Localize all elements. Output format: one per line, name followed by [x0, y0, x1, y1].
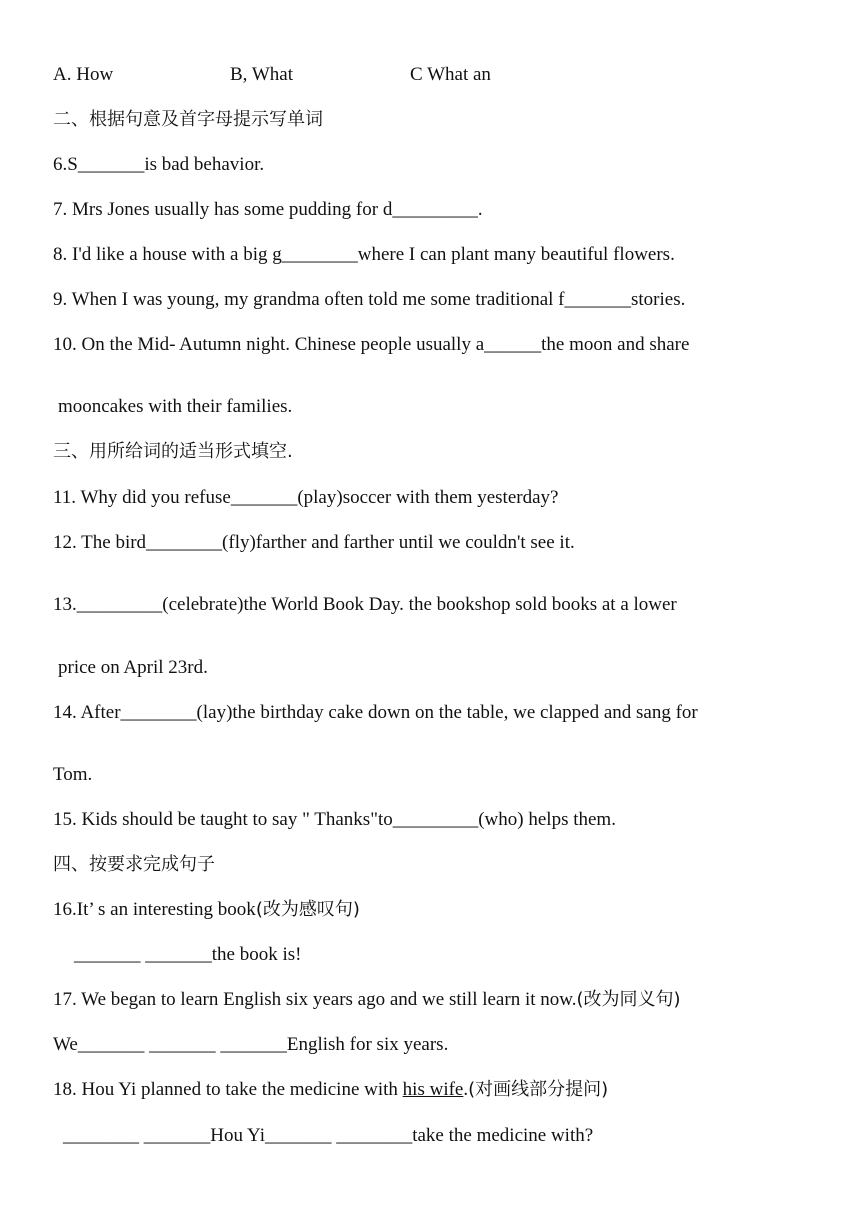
question-18-instruction: (对画线部分提问): [468, 1079, 609, 1100]
question-14-line-1: 14. After________(lay)the birthday cake down on the table, we clapped and sang for: [53, 702, 698, 723]
question-18-period: .: [463, 1079, 469, 1100]
question-17-instruction: (改为同义句): [576, 989, 681, 1010]
question-17-text: 17. We began to learn English six years ago and we still learn it now.: [53, 989, 577, 1010]
question-16-instruction: (改为感叹句): [255, 899, 360, 920]
question-12: 12. The bird________(fly)farther and farther until we couldn't see it.: [53, 532, 575, 553]
option-a: A. How: [53, 64, 114, 85]
section-4-title: 四、按要求完成句子: [53, 854, 215, 875]
option-c: C What an: [410, 64, 491, 85]
question-10-line-2: mooncakes with their families.: [58, 396, 293, 417]
question-18-prompt: [53, 1078, 608, 1102]
q5-options-row: [53, 63, 753, 87]
question-7: 7. Mrs Jones usually has some pudding for d_________.: [53, 199, 483, 220]
section-3-title: 三、用所给词的适当形式填空.: [53, 441, 293, 462]
question-15: 15. Kids should be taught to say " Thanks"to_________(who) helps them.: [53, 809, 616, 830]
question-18-underlined-phrase: his wife: [402, 1079, 464, 1100]
question-16-text: 16.It’ s an interesting book: [53, 899, 256, 920]
question-17-prompt: [53, 988, 681, 1012]
question-13-line-2: price on April 23rd.: [58, 657, 208, 678]
question-14-line-2: Tom.: [53, 764, 93, 785]
section-2-title: 二、根据句意及首字母提示写单词: [53, 109, 323, 130]
question-18-text: 18. Hou Yi planned to take the medicine with: [53, 1079, 403, 1100]
question-13-line-1: 13._________(celebrate)the World Book Day. the bookshop sold books at a lower: [53, 594, 677, 615]
question-16-prompt: [53, 898, 360, 922]
question-17-answer-line: We_______ _______ _______English for six years.: [53, 1034, 449, 1055]
question-8: 8. I'd like a house with a big g________where I can plant many beautiful flowers.: [53, 244, 675, 265]
question-11: 11. Why did you refuse_______(play)soccer with them yesterday?: [53, 487, 559, 508]
question-18-answer-line: ________ _______Hou Yi_______ ________take the medicine with?: [63, 1125, 594, 1146]
option-b: B, What: [230, 64, 293, 85]
question-16-answer-line: _______ _______the book is!: [74, 944, 302, 965]
question-6: 6.S_______is bad behavior.: [53, 154, 265, 175]
question-9: 9. When I was young, my grandma often told me some traditional f_______stories.: [53, 289, 686, 310]
question-10-line-1: 10. On the Mid- Autumn night. Chinese people usually a______the moon and share: [53, 334, 690, 355]
